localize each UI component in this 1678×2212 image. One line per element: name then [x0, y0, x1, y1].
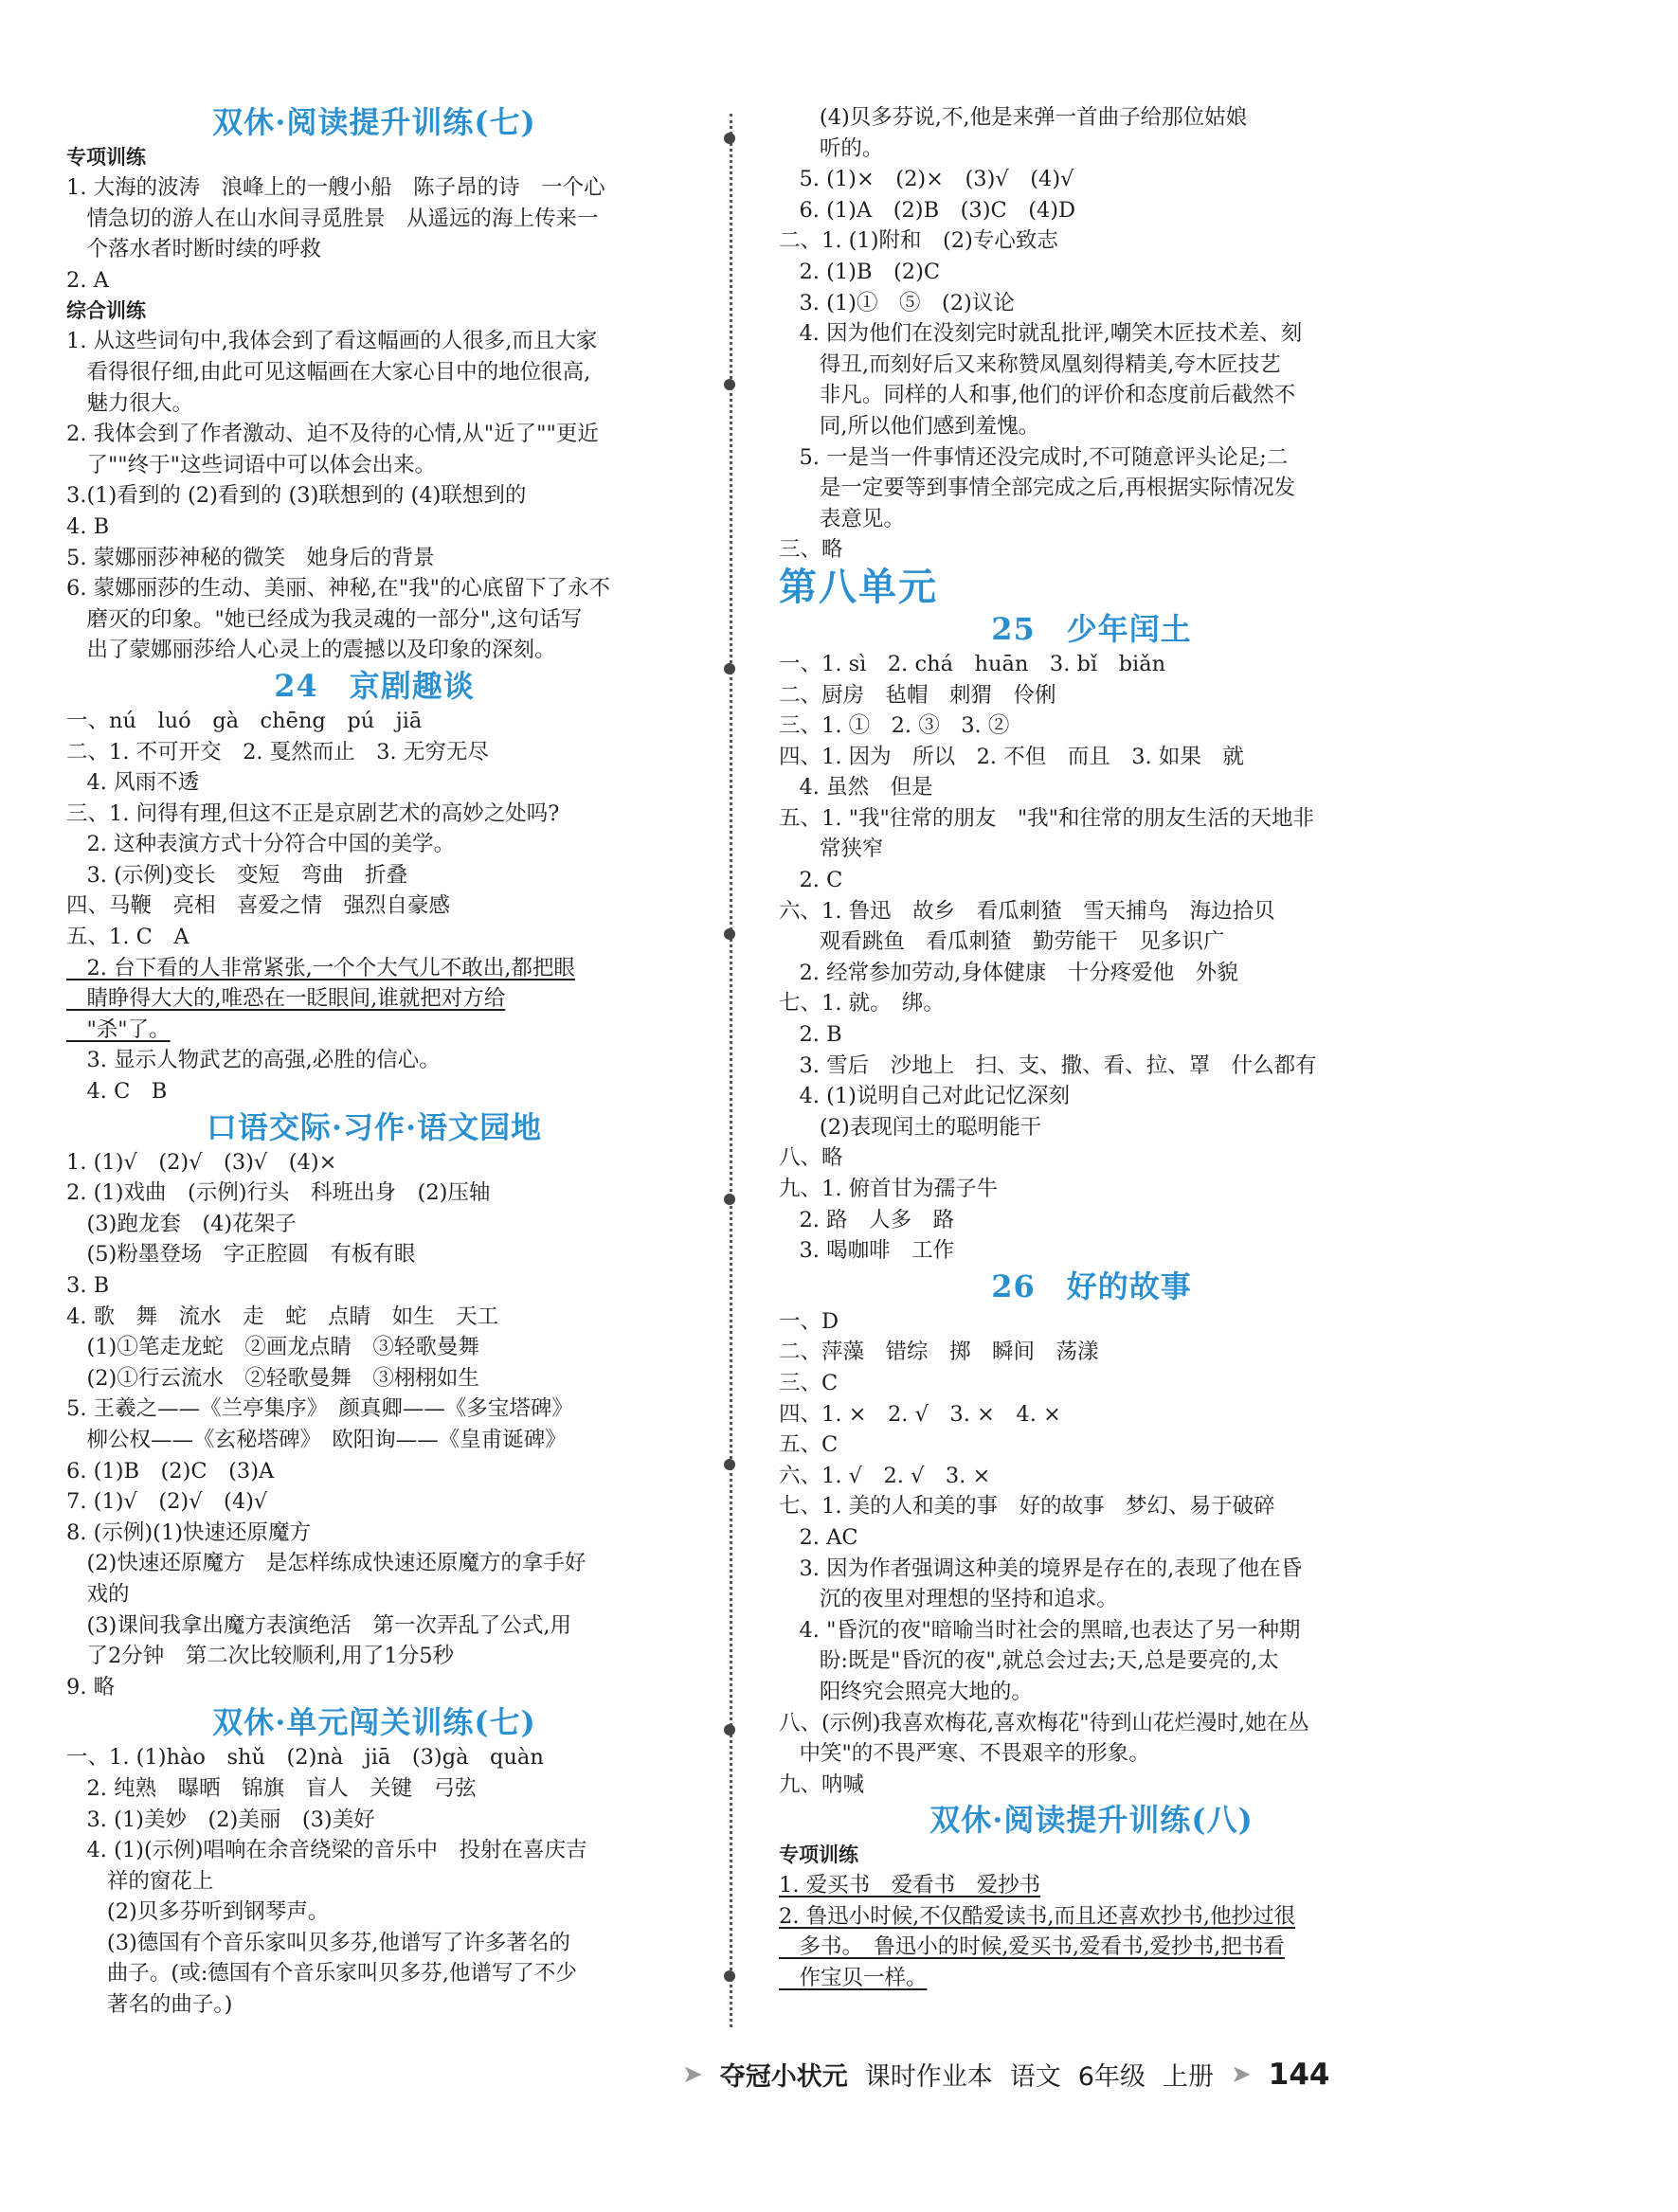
answer-line: 个落水者时断时续的呼救: [66, 237, 321, 262]
answer-line: 二、萍藻 错综 掷 瞬间 荡漾: [779, 1340, 1099, 1365]
answer-line: 八、略: [779, 1145, 843, 1171]
answer-line: 3. 显示人物武艺的高强,必胜的信心。: [66, 1048, 441, 1073]
answer-line: 6. (1)B (2)C (3)A: [66, 1458, 275, 1484]
answer-line: 四、马鞭 亮相 喜爱之情 强烈自豪感: [66, 893, 451, 919]
answer-line: 八、(示例)我喜欢梅花,喜欢梅花"待到山花烂漫时,她在丛: [779, 1710, 1309, 1735]
answer-line: 中笑"的不畏严寒、不畏艰辛的形象。: [779, 1741, 1150, 1767]
answer-line: 1. 爱买书 爱看书 爱抄书: [779, 1873, 1041, 1898]
section-title: 双休·阅读提升训练(八): [929, 1802, 1254, 1839]
answer-line: (2)①行云流水 ②轻歌曼舞 ③栩栩如生: [66, 1365, 479, 1391]
answer-line: 1. 从这些词句中,我体会到了看这幅画的人很多,而且大家: [66, 329, 598, 354]
divider-dot: [724, 1194, 735, 1205]
answer-line: (3)课间我拿出魔方表演绝活 第一次弄乱了公式,用: [66, 1612, 571, 1638]
answer-line: 五、C: [779, 1432, 839, 1458]
answer-line: 柳公权——《玄秘塔碑》 欧阳询——《皇甫诞碑》: [66, 1427, 567, 1452]
answer-line: 戏的: [66, 1581, 130, 1607]
answer-line: 5. 蒙娜丽莎神秘的微笑 她身后的背景: [66, 545, 435, 570]
right-column: [779, 102, 1404, 1994]
answer-line: 6. (1)A (2)B (3)C (4)D: [779, 197, 1076, 223]
answer-line: 一、nú luó gà chēng pú jiā: [66, 708, 423, 733]
answer-line: 多书。 鲁迅小的时候,爱买书,爱看书,爱抄书,把书看: [779, 1934, 1285, 1960]
answer-line: 六、1. √ 2. √ 3. ×: [779, 1463, 991, 1488]
answer-line: 情急切的游人在山水间寻觅胜景 从遥远的海上传来一: [66, 206, 599, 231]
answer-line: 七、1. 就。 绑。: [779, 991, 945, 1016]
answer-line: 2. 鲁迅小时候,不仅酷爱读书,而且还喜欢抄书,他抄过很: [779, 1903, 1296, 1929]
answer-line: 2. (1)B (2)C: [779, 259, 941, 284]
answer-line: 常狭窄: [779, 836, 884, 862]
section-title: 24 京剧趣谈: [274, 667, 475, 704]
answer-line: 了2分钟 第二次比较顺利,用了1分5秒: [66, 1644, 455, 1669]
answer-line: (3)德国有个音乐家叫贝多芬,他谱写了许多著名的: [66, 1930, 570, 1955]
left-column: [66, 102, 682, 2021]
arrow-icon: ➤: [682, 2059, 703, 2089]
answer-line: (5)粉墨登场 字正腔圆 有板有眼: [66, 1242, 416, 1268]
answer-line: 看得很仔细,由此可见这幅画在大家心目中的地位很高,: [66, 359, 591, 385]
footer-brand: 夺冠小状元: [719, 2062, 848, 2092]
subsection-title: 专项训练: [66, 146, 146, 169]
answer-line: 听的。: [779, 135, 884, 161]
answer-line: 二、厨房 毡帽 刺猬 伶俐: [779, 682, 1056, 708]
answer-line: 2. AC: [779, 1524, 858, 1550]
answer-line: 8. (示例)(1)快速还原魔方: [66, 1520, 312, 1545]
answer-line: 同,所以他们感到羞愧。: [779, 413, 1040, 439]
answer-line: 2. 路 人多 路: [779, 1207, 955, 1232]
subsection-title: 专项训练: [779, 1843, 858, 1867]
answer-line: 三、1. ① 2. ③ 3. ②: [779, 713, 1010, 739]
answer-line: 3. (1)美妙 (2)美丽 (3)美好: [66, 1807, 375, 1832]
answer-line: 沉的夜里对理想的坚持和追求。: [779, 1587, 1118, 1612]
divider-dot: [724, 133, 735, 144]
answer-line: (1)①笔走龙蛇 ②画龙点睛 ③轻歌曼舞: [66, 1335, 479, 1360]
answer-line: 7. (1)√ (2)√ (4)√: [66, 1489, 268, 1515]
answer-line: (2)表现闰土的聪明能干: [779, 1114, 1042, 1140]
answer-line: 二、1. 不可开交 2. 戛然而止 3. 无穷无尽: [66, 739, 489, 764]
answer-line: 2. (1)戏曲 (示例)行头 科班出身 (2)压轴: [66, 1180, 491, 1206]
divider-dot: [724, 379, 735, 390]
footer-grade: 6年级: [1077, 2062, 1146, 2092]
answer-line: 三、略: [779, 537, 843, 563]
arrow-icon: ➤: [1230, 2059, 1252, 2089]
answer-line: 3. 喝咖啡 工作: [779, 1238, 955, 1264]
answer-line: 九、呐喊: [779, 1771, 865, 1797]
answer-line: (3)跑龙套 (4)花架子: [66, 1211, 297, 1236]
page-number: 144: [1268, 2057, 1330, 2092]
answer-line: 五、1. C A: [66, 925, 189, 950]
divider-dot: [724, 928, 735, 940]
answer-line: 三、1. 问得有理,但这不正是京剧艺术的高妙之处吗?: [66, 800, 560, 826]
section-title: 双休·单元闯关训练(七): [212, 1704, 536, 1741]
answer-line: 5. (1)× (2)× (3)√ (4)√: [779, 167, 1074, 192]
answer-line: 得丑,而刻好后又来称赞凤凰刻得精美,夸木匠技艺: [779, 351, 1281, 377]
answer-line: (2)贝多芬听到钢琴声。: [66, 1899, 330, 1925]
footer-volume: 上册: [1162, 2062, 1214, 2092]
unit-title: 第八单元: [779, 564, 938, 609]
answer-line: 5. 王羲之——《兰亭集序》 颜真卿——《多宝塔碑》: [66, 1396, 573, 1422]
page-footer: [682, 2056, 1330, 2093]
answer-line: 2. 台下看的人非常紧张,一个个大气儿不敢出,都把眼: [66, 955, 575, 980]
divider-dot: [724, 1724, 735, 1735]
answer-line: 2. C: [779, 868, 843, 893]
answer-line: 五、1. "我"往常的朋友 "我"和往常的朋友生活的天地非: [779, 805, 1315, 831]
answer-line: 了""终于"这些词语中可以体会出来。: [66, 452, 437, 477]
answer-line: 3. 因为作者强调这种美的境界是存在的,表现了他在昏: [779, 1556, 1303, 1581]
answer-line: 作宝贝一样。: [779, 1966, 928, 1991]
answer-line: 表意见。: [779, 506, 905, 531]
answer-line: 阳终究会照亮大地的。: [779, 1679, 1033, 1704]
answer-line: 一、1. (1)hào shǔ (2)nà jiā (3)gà quàn: [66, 1745, 544, 1771]
answer-line: 4. B: [66, 513, 110, 539]
answer-line: 2. 纯熟 曝晒 锦旗 盲人 关键 弓弦: [66, 1775, 477, 1801]
answer-line: 著名的曲子。): [66, 1992, 233, 2018]
answer-line: 出了蒙娜丽莎给人心灵上的震撼以及印象的深刻。: [66, 638, 556, 663]
answer-line: 祥的窗花上: [66, 1868, 214, 1894]
answer-line: 曲子。(或:德国有个音乐家叫贝多芬,他谱写了不少: [66, 1961, 577, 1987]
answer-line: 四、1. 因为 所以 2. 不但 而且 3. 如果 就: [779, 744, 1244, 769]
answer-line: 4. 因为他们在没刻完时就乱批评,嘲笑木匠技术差、刻: [779, 321, 1303, 347]
answer-line: (2)快速还原魔方 是怎样练成快速还原魔方的拿手好: [66, 1551, 586, 1576]
answer-line: 2. 我体会到了作者激动、迫不及待的心情,从"近了""更近: [66, 422, 599, 447]
answer-line: 4. C B: [66, 1079, 168, 1105]
answer-line: 1. (1)√ (2)√ (3)√ (4)×: [66, 1149, 337, 1175]
answer-line: 4. (1)(示例)唱响在余音绕梁的音乐中 投射在喜庆吉: [66, 1838, 587, 1863]
answer-line: 六、1. 鲁迅 故乡 看瓜刺猹 雪天捕鸟 海边拾贝: [779, 898, 1275, 924]
section-title: 26 好的故事: [991, 1268, 1192, 1304]
answer-line: 2. A: [66, 267, 109, 293]
answer-line: 一、1. sì 2. chá huān 3. bǐ biǎn: [779, 651, 1166, 676]
answer-line: 2. 这种表演方式十分符合中国的美学。: [66, 832, 456, 857]
answer-line: 3.(1)看到的 (2)看到的 (3)联想到的 (4)联想到的: [66, 483, 527, 509]
answer-line: 是一定要等到事情全部完成之后,再根据实际情况发: [779, 476, 1296, 501]
answer-line: "杀"了。: [66, 1016, 171, 1042]
answer-line: 6. 蒙娜丽莎的生动、美丽、神秘,在"我"的心底留下了永不: [66, 576, 610, 602]
answer-line: 4. 虽然 但是: [779, 775, 933, 800]
answer-line: 1. 大海的波涛 浪峰上的一艘小船 陈子昂的诗 一个心: [66, 175, 605, 200]
answer-line: 魅力很大。: [66, 390, 193, 416]
answer-line: 4. "昏沉的夜"暗喻当时社会的黑暗,也表达了另一种期: [779, 1617, 1301, 1643]
answer-line: 2. B: [779, 1022, 842, 1048]
answer-line: (4)贝多芬说,不,他是来弹一首曲子给那位姑娘: [779, 105, 1248, 130]
answer-line: 三、C: [779, 1370, 839, 1395]
footer-subject: 语文: [1009, 2062, 1061, 2092]
divider-dot: [724, 1459, 735, 1470]
answer-line: 磨灭的印象。"她已经成为我灵魂的一部分",这句话写: [66, 606, 583, 632]
footer-book: 课时作业本: [864, 2062, 993, 2092]
answer-line: 睛睁得大大的,唯恐在一眨眼间,谁就把对方给: [66, 986, 506, 1012]
answer-line: 非凡。同样的人和事,他们的评价和态度前后截然不: [779, 383, 1296, 408]
section-title: 口语交际·习作·语文园地: [206, 1108, 543, 1145]
answer-line: 四、1. × 2. √ 3. × 4. ×: [779, 1401, 1061, 1427]
answer-line: 3. (1)① ⑤ (2)议论: [779, 290, 1015, 315]
answer-line: 4. 风雨不透: [66, 770, 200, 796]
answer-line: 5. 一是当一件事情还没完成时,不可随意评头论足;二: [779, 444, 1289, 470]
answer-line: 二、1. (1)附和 (2)专心致志: [779, 228, 1058, 254]
section-title: 25 少年闰土: [991, 610, 1192, 647]
answer-line: 3. 雪后 沙地上 扫、支、撒、看、拉、罩 什么都有: [779, 1052, 1317, 1078]
answer-line: 2. 经常参加劳动,身体健康 十分疼爱他 外貌: [779, 960, 1238, 985]
answer-line: 4. 歌 舞 流水 走 蛇 点睛 如生 天工: [66, 1304, 499, 1329]
answer-line: 9. 略: [66, 1674, 116, 1699]
answer-line: 九、1. 俯首甘为孺子牛: [779, 1177, 999, 1201]
answer-line: 七、1. 美的人和美的事 好的故事 梦幻、易于破碎: [779, 1494, 1275, 1520]
answer-line: 3. B: [66, 1273, 110, 1298]
subsection-title: 综合训练: [66, 299, 146, 323]
answer-line: 盼:既是"昏沉的夜",就总会过去;天,总是要亮的,太: [779, 1648, 1279, 1674]
column-divider: [730, 114, 732, 2027]
answer-line: 观看跳鱼 看瓜刺猹 勤劳能干 见多识广: [779, 929, 1225, 955]
answer-line: 3. (示例)变长 变短 弯曲 折叠: [66, 862, 408, 888]
answer-line: 一、D: [779, 1308, 839, 1334]
section-title: 双休·阅读提升训练(七): [212, 104, 536, 140]
divider-dot: [724, 1970, 735, 1982]
divider-dot: [724, 663, 735, 674]
answer-line: 4. (1)说明自己对此记忆深刻: [779, 1084, 1070, 1109]
